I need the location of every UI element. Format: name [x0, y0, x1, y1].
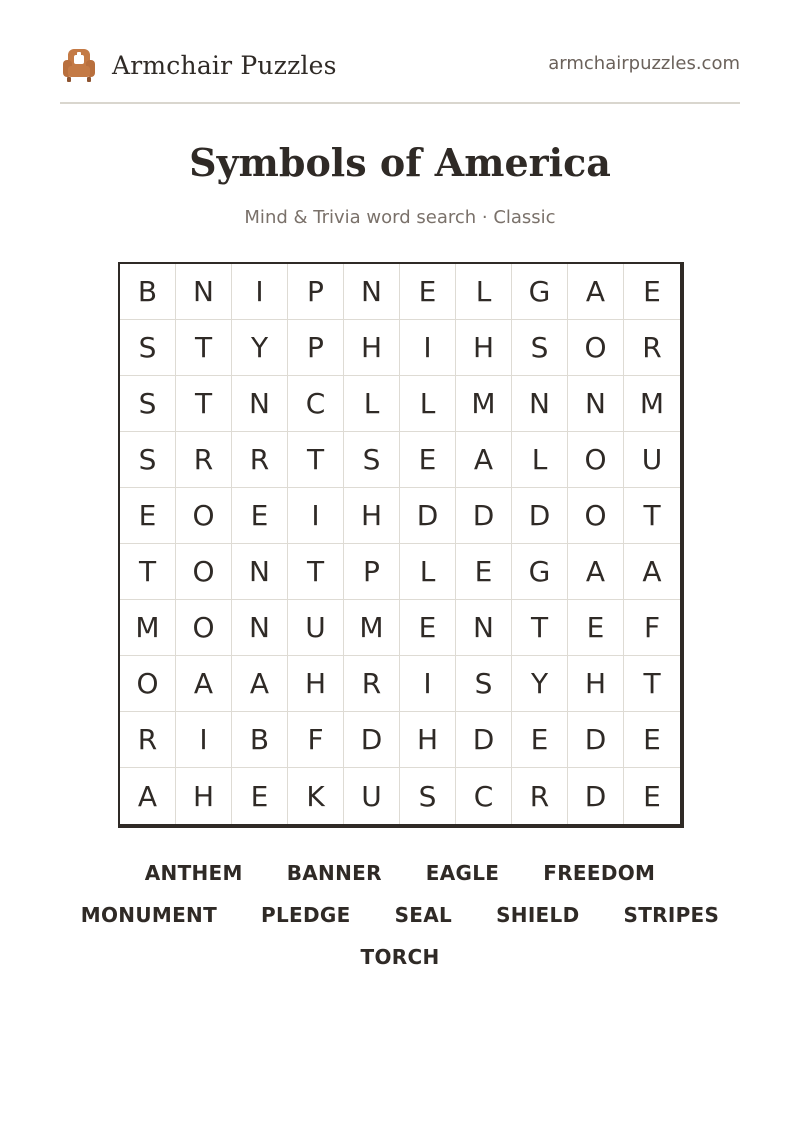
grid-cell[interactable]: E — [456, 544, 512, 600]
grid-cell[interactable]: E — [400, 600, 456, 656]
grid-cell[interactable]: E — [568, 600, 624, 656]
page-title: Symbols of America — [189, 140, 611, 185]
word-list-row — [0, 852, 800, 894]
grid-cell[interactable]: L — [400, 544, 456, 600]
grid-cell[interactable]: U — [344, 768, 400, 824]
grid-cell[interactable]: M — [120, 600, 176, 656]
armchair-icon — [60, 46, 98, 84]
grid-cell[interactable]: T — [624, 488, 680, 544]
grid-cell[interactable]: N — [568, 376, 624, 432]
grid-cell[interactable]: Y — [232, 320, 288, 376]
word-list — [0, 852, 800, 978]
grid-cell[interactable]: P — [344, 544, 400, 600]
grid-cell[interactable]: S — [120, 320, 176, 376]
grid-cell[interactable]: D — [400, 488, 456, 544]
grid-cell[interactable]: O — [568, 320, 624, 376]
grid-cell[interactable]: I — [288, 488, 344, 544]
grid-cell[interactable]: B — [232, 712, 288, 768]
header-divider — [60, 102, 740, 104]
grid-cell[interactable]: B — [120, 264, 176, 320]
grid-cell[interactable]: L — [344, 376, 400, 432]
grid-cell[interactable]: G — [512, 544, 568, 600]
grid-cell[interactable]: L — [456, 264, 512, 320]
grid-cell[interactable]: P — [288, 264, 344, 320]
grid-cell[interactable]: T — [176, 320, 232, 376]
grid-cell[interactable]: R — [512, 768, 568, 824]
brand[interactable] — [60, 40, 337, 90]
grid-cell[interactable]: O — [176, 488, 232, 544]
grid-cell[interactable]: E — [120, 488, 176, 544]
grid-cell[interactable]: D — [512, 488, 568, 544]
grid-cell[interactable]: M — [624, 376, 680, 432]
word-list-item: FREEDOM — [543, 861, 656, 885]
grid-cell[interactable]: T — [176, 376, 232, 432]
grid-cell[interactable]: P — [288, 320, 344, 376]
grid-cell[interactable]: R — [344, 656, 400, 712]
grid-cell[interactable]: S — [120, 376, 176, 432]
word-list-item: SEAL — [394, 903, 453, 927]
grid-cell[interactable]: O — [120, 656, 176, 712]
brand-name: Armchair Puzzles — [112, 50, 337, 80]
grid-cell[interactable]: D — [568, 712, 624, 768]
grid-cell[interactable]: L — [400, 376, 456, 432]
word-list-item: STRIPES — [623, 903, 720, 927]
grid-cell[interactable]: N — [232, 600, 288, 656]
grid-cell[interactable]: O — [568, 488, 624, 544]
grid-cell[interactable]: I — [232, 264, 288, 320]
grid-cell[interactable]: U — [624, 432, 680, 488]
grid-cell[interactable]: E — [232, 488, 288, 544]
grid-cell[interactable]: S — [120, 432, 176, 488]
word-list-item: TORCH — [360, 945, 440, 969]
grid-cell[interactable]: Y — [512, 656, 568, 712]
grid-cell[interactable]: N — [456, 600, 512, 656]
grid-cell[interactable]: D — [568, 768, 624, 824]
grid-cell[interactable]: A — [176, 656, 232, 712]
word-list-item: PLEDGE — [261, 903, 351, 927]
word-list-item: EAGLE — [425, 861, 500, 885]
grid-cell[interactable]: F — [624, 600, 680, 656]
grid-cell[interactable]: R — [232, 432, 288, 488]
grid-cell[interactable]: T — [512, 600, 568, 656]
grid-cell[interactable]: N — [344, 264, 400, 320]
grid-cell[interactable]: H — [400, 712, 456, 768]
word-list-item: ANTHEM — [144, 861, 243, 885]
grid-cell[interactable]: H — [456, 320, 512, 376]
grid-cell[interactable]: E — [624, 264, 680, 320]
grid-cell[interactable]: I — [176, 712, 232, 768]
grid-cell[interactable]: N — [176, 264, 232, 320]
grid-cell[interactable]: C — [288, 376, 344, 432]
word-list-item: BANNER — [286, 861, 382, 885]
grid-cell[interactable]: E — [624, 712, 680, 768]
grid-cell[interactable]: E — [400, 264, 456, 320]
grid-cell[interactable]: E — [232, 768, 288, 824]
grid-cell[interactable]: S — [344, 432, 400, 488]
word-search-grid — [118, 262, 684, 828]
grid-cell[interactable]: S — [400, 768, 456, 824]
grid-cell[interactable]: O — [176, 600, 232, 656]
word-list-row — [0, 894, 800, 936]
grid-cell[interactable]: K — [288, 768, 344, 824]
grid-cell[interactable]: D — [456, 488, 512, 544]
grid-cell[interactable]: R — [624, 320, 680, 376]
grid-cell[interactable]: G — [512, 264, 568, 320]
grid-cell[interactable]: I — [400, 320, 456, 376]
page-subtitle: Mind & Trivia word search · Classic — [244, 207, 556, 228]
grid-cell[interactable]: A — [232, 656, 288, 712]
grid-cell[interactable]: L — [512, 432, 568, 488]
grid-cell[interactable]: M — [344, 600, 400, 656]
grid-cell[interactable]: H — [344, 488, 400, 544]
grid-cell[interactable]: N — [232, 376, 288, 432]
grid-cell[interactable]: C — [456, 768, 512, 824]
grid-cell[interactable]: R — [120, 712, 176, 768]
grid-cell[interactable]: T — [120, 544, 176, 600]
grid-cell[interactable]: A — [456, 432, 512, 488]
grid-cell[interactable]: S — [456, 656, 512, 712]
grid-cell[interactable]: A — [120, 768, 176, 824]
grid-cell[interactable]: N — [512, 376, 568, 432]
grid-cell[interactable]: T — [288, 544, 344, 600]
grid-cell[interactable]: M — [456, 376, 512, 432]
grid-cell[interactable]: E — [512, 712, 568, 768]
grid-cell[interactable]: I — [400, 656, 456, 712]
site-url-link[interactable]: armchairpuzzles.com — [548, 53, 740, 74]
grid-cell[interactable]: T — [624, 656, 680, 712]
grid-cell[interactable]: U — [288, 600, 344, 656]
grid-cell[interactable]: A — [624, 544, 680, 600]
grid-cell[interactable]: T — [288, 432, 344, 488]
grid-cell[interactable]: H — [288, 656, 344, 712]
word-list-row — [0, 936, 800, 978]
grid-cell[interactable]: O — [568, 432, 624, 488]
grid-cell[interactable]: N — [232, 544, 288, 600]
word-list-item: SHIELD — [496, 903, 580, 927]
site-header — [60, 40, 740, 90]
grid-cell[interactable]: H — [344, 320, 400, 376]
grid-cell[interactable]: O — [176, 544, 232, 600]
word-list-item: MONUMENT — [80, 903, 218, 927]
grid-cell[interactable]: D — [344, 712, 400, 768]
grid-cell[interactable]: D — [456, 712, 512, 768]
grid-cell[interactable]: H — [176, 768, 232, 824]
grid-cell[interactable]: A — [568, 544, 624, 600]
grid-cell[interactable]: F — [288, 712, 344, 768]
grid-cell[interactable]: R — [176, 432, 232, 488]
grid-cell[interactable]: H — [568, 656, 624, 712]
grid-cell[interactable]: E — [400, 432, 456, 488]
grid-cell[interactable]: S — [512, 320, 568, 376]
grid-cell[interactable]: E — [643, 779, 661, 813]
grid-cell[interactable]: A — [568, 264, 624, 320]
